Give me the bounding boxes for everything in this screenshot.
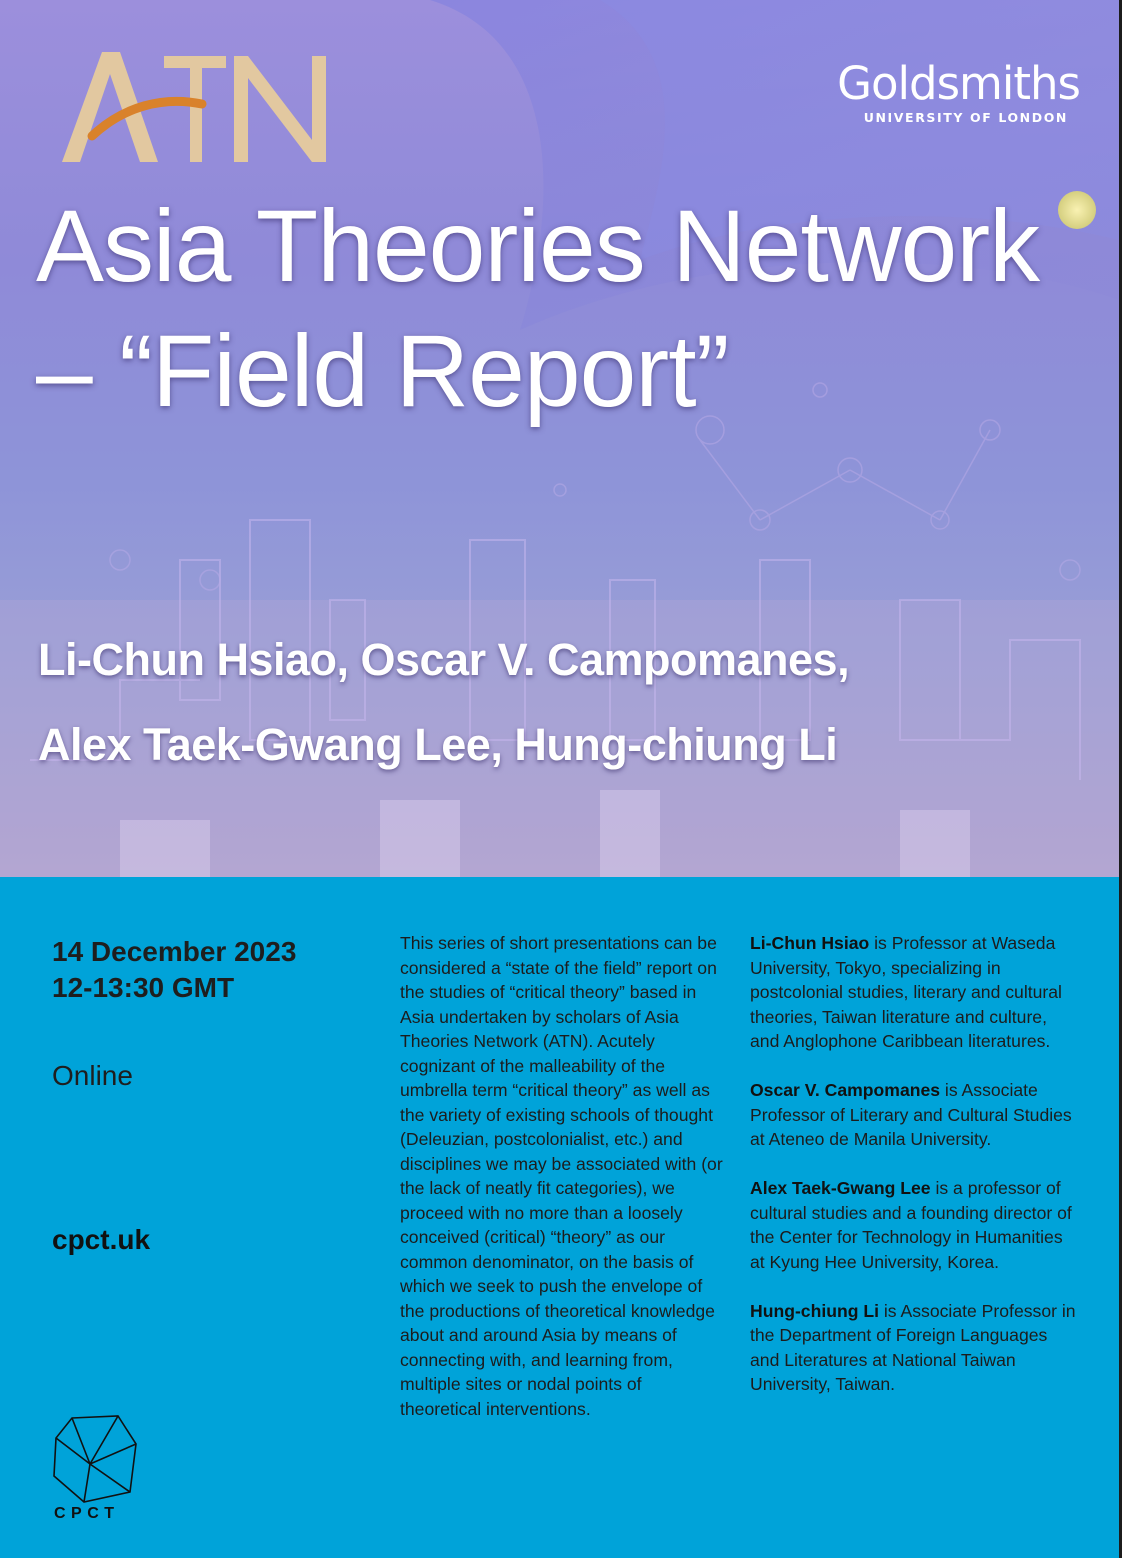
bio-text: is Professor at Waseda University, Tokyo, specializing in postcolonial studies, literary and cultural theories, Taiwan literature and culture, and Anglophone Caribbean literatures.	[750, 933, 1062, 1051]
speakers-line-1: Li-Chun Hsiao, Oscar V. Campomanes,	[38, 634, 850, 685]
university-subtitle: UNIVERSITY OF LONDON	[863, 110, 1068, 125]
goldsmiths-logo	[790, 58, 1080, 126]
bio-name: Hung-chiung Li	[750, 1300, 879, 1321]
event-location: Online	[52, 1060, 133, 1091]
event-date: 14 December 2023	[52, 936, 297, 967]
bio-li-chun-hsiao	[750, 931, 1080, 1054]
event-time: 12-13:30 GMT	[52, 972, 235, 1003]
atn-logo	[54, 44, 354, 169]
event-title: Asia Theories Network – “Field Report”	[36, 189, 1040, 428]
bio-hung-chiung-li	[750, 1299, 1080, 1397]
event-datetime	[52, 934, 296, 1006]
cpct-logo-text: CPCT	[54, 1505, 120, 1522]
speaker-names	[38, 617, 1108, 787]
speakers-line-2: Alex Taek-Gwang Lee, Hung-chiung Li	[38, 719, 838, 770]
bio-text: is Associate Professor of Literary and Cultural Studies at Ateneo de Manila University.	[750, 1080, 1072, 1149]
speaker-bios	[750, 931, 1080, 1421]
event-description: This series of short presentations can be considered a “state of the field” report on the studies of “critical theory” based in Asia undertaken by scholars of Asia Theories Network (ATN). Acutely cognizant of the malleability of the umbrella term “critical theory” as well as the variety of existing schools of thought (Deleuzian, postcolonialist, etc.) and disciplines we may be associated with (or the lack of neatly fit categories), we proceed with no more than a loosely conceived (critical) “theory” as our common denominator, on the basis of which we seek to push the envelope of the productions of theoretical knowledge about and around Asia by means of connecting with, and learning from, multiple sites or nodal points of theoretical interventions.	[400, 933, 723, 1419]
bio-text: is Associate Professor in the Department of Foreign Languages and Literatures at National Taiwan University, Taiwan.	[750, 1300, 1076, 1394]
info-panel	[0, 877, 1119, 1558]
bio-name: Li-Chun Hsiao	[750, 933, 870, 953]
bio-name: Alex Taek-Gwang Lee	[750, 1178, 931, 1198]
bio-oscar-campomanes	[750, 1078, 1080, 1152]
bio-text: is a professor of cultural studies and a founding director of the Center for Technology in Humanities at Kyung Hee University, Korea.	[750, 1178, 1072, 1272]
university-name: Goldsmiths	[837, 57, 1080, 110]
bio-alex-lee	[750, 1176, 1080, 1274]
cpct-logo-icon	[50, 1414, 140, 1504]
bio-name: Oscar V. Campomanes	[750, 1080, 941, 1100]
website-link[interactable]: cpct.uk	[52, 1224, 151, 1255]
